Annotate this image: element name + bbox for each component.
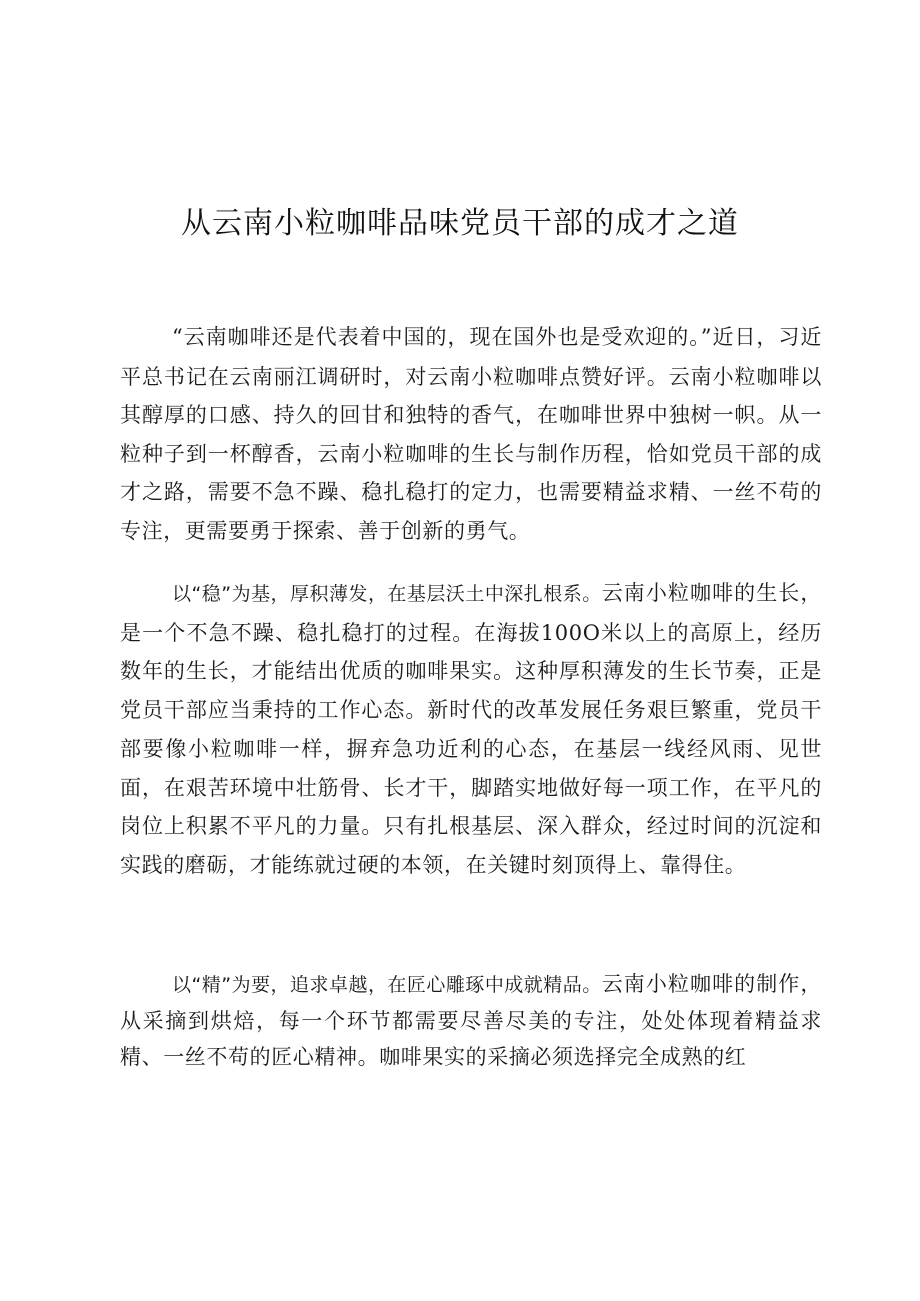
paragraph-precision	[120, 966, 822, 1075]
document-title: 从云南小粒咖啡品味党员干部的成才之道	[181, 206, 739, 241]
paragraph-lead: 以“精”为要，追求卓越，在匠心雕琢中成就精品。	[172, 974, 602, 996]
paragraph-body: 云南小粒咖啡的生长，是一个不急不躁、稳扎稳打的过程。在海拔100O米以上的高原上，经历数年的生长，才能结出优质的咖啡果实。这种厚积薄发的生长节奏，正是党员干部应当秉持的工作心态。新时代的改革发展任务艰巨繁重，党员干部要像小粒咖啡一样，摒弃急功近利的心态，在基层一线经风雨、见世面，在艰苦环境中壮筋骨、长才干，脚踏实地做好每一项工作，在平凡的岗位上积累不平凡的力量。只有扎根基层、深入群众，经过时间的沉淀和实践的磨砺，才能练就过硬的本领，在关键时刻顶得上、靠得住。	[120, 581, 822, 877]
paragraph-body: “云南咖啡还是代表着中国的，现在国外也是受欢迎的。”近日，习近平总书记在云南丽江调研时，对云南小粒咖啡点赞好评。云南小粒咖啡以其醇厚的口感、持久的回甘和独特的香气，在咖啡世界中独树一帜。从一粒种子到一杯醇香，云南小粒咖啡的生长与制作历程，恰如党员干部的成才之路，需要不急不躁、稳扎稳打的定力，也需要精益求精、一丝不苟的专注，更需要勇于探索、善于创新的勇气。	[120, 325, 822, 543]
paragraph-intro	[120, 318, 822, 550]
paragraph-stability	[120, 574, 822, 885]
paragraph-body: 云南小粒咖啡的制作，从采摘到烘焙，每一个环节都需要尽善尽美的专注，处处体现着精益求精、一丝不苟的匠心精神。咖啡果实的采摘必须选择完全成熟的红	[120, 972, 822, 1069]
paragraph-lead: 以“稳”为基，厚积薄发，在基层沃土中深扎根系。	[172, 583, 602, 605]
